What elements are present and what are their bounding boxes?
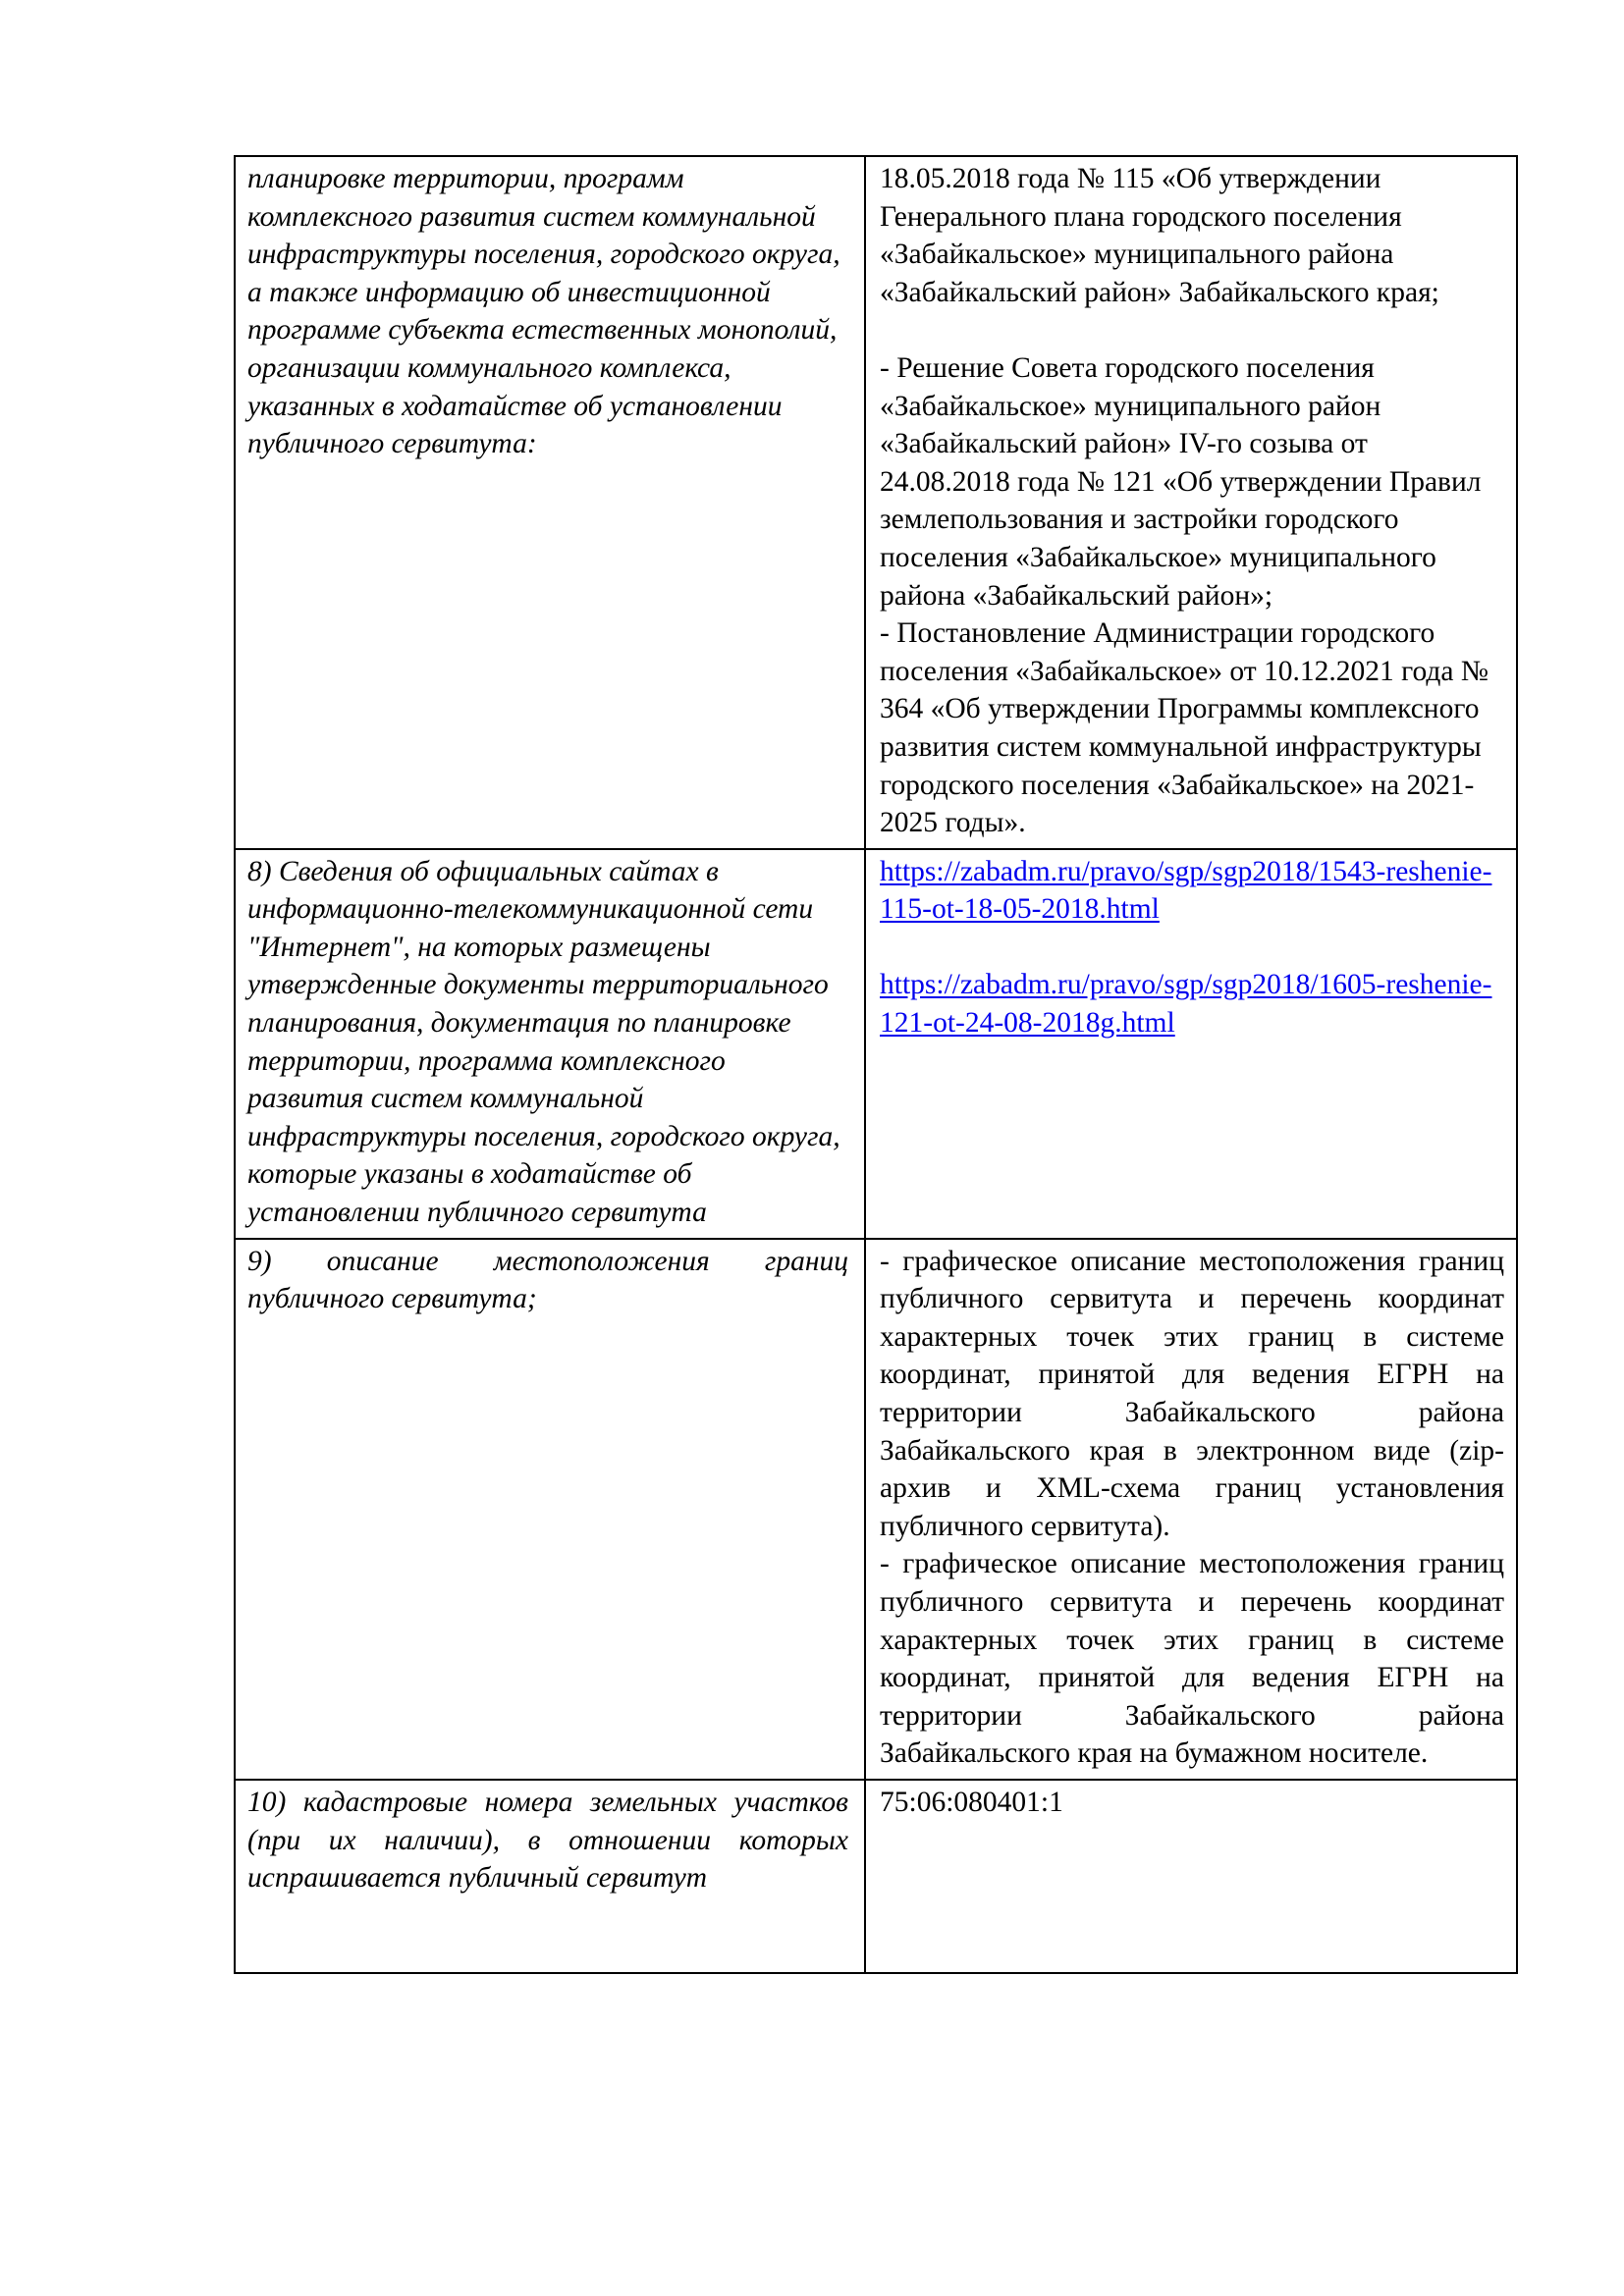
land-use-rules-decision-text: - Решение Совета городского поселения «Забайкальское» муниципального район «Забайкальский район» IV-го созыва от 24.08.2018 года № 121 «Об утверждении Правил землепользования и застройки городского поселения «Забайкальское» муниципального района «Забайкальский район»; bbox=[880, 351, 1482, 612]
plan-documents-label: планировке территории, программ комплексного развития систем коммунальной инфраструктуры поселения, городского округа, а также информацию об инвестиционной программе субъекта естественных монополий, организации коммунального комплекса, указанных в ходатайстве об установлении публичного сервитута: bbox=[247, 163, 840, 460]
table-row-8-official-sites bbox=[235, 849, 1517, 1239]
table-row-10-cadastral-numbers bbox=[235, 1780, 1517, 1973]
land-use-rules-link[interactable]: https://zabadm.ru/pravo/sgp/sgp2018/1605-reshenie-121-ot-24-08-2018g.html bbox=[880, 969, 1492, 1040]
table-row-plan-documents bbox=[235, 156, 1517, 849]
communal-program-resolution-text: - Постановление Администрации городского поселения «Забайкальское» от 10.12.2021 года № 364 «Об утверждении Программы комплексного развития систем коммунальной инфраструктуры городского поселения «Забайкальское» на 2021-2025 годы». bbox=[880, 617, 1489, 839]
official-sites-label: 8) Сведения об официальных сайтах в информационно-телекоммуникационной сети "Интернет", на которых размещены утвержденные документы территориального планирования, документация по планировке территории, программа комплексного развития систем коммунальной инфраструктуры поселения, городского округа, которые указаны в ходатайстве об установлении публичного сервитута bbox=[247, 855, 840, 1229]
electronic-boundary-description-text: - графическое описание местоположения границ публичного сервитута и перечень координат характерных точек этих границ в системе координат, принятой для ведения ЕГРН на территории Забайкальского района Забайкальского края в электронном виде (zip-архив и XML-схема границ установления публичного сервитута). bbox=[880, 1245, 1504, 1542]
paragraph-spacer bbox=[880, 929, 1504, 967]
paper-boundary-description-text: - графическое описание местоположения границ публичного сервитута и перечень координат характерных точек этих границ в системе координат, принятой для ведения ЕГРН на территории Забайкальского района Забайкальского края на бумажном носителе. bbox=[880, 1548, 1504, 1770]
plan-documents-value-cell bbox=[865, 156, 1517, 849]
servitude-info-table bbox=[234, 155, 1518, 1974]
cadastral-numbers-label-cell bbox=[235, 1780, 865, 1973]
general-plan-decision-text: 18.05.2018 года № 115 «Об утверждении Генерального плана городского поселения «Забайкальское» муниципального района «Забайкальский район» Забайкальского края; bbox=[880, 163, 1439, 308]
official-sites-label-cell bbox=[235, 849, 865, 1239]
boundary-description-value-cell bbox=[865, 1239, 1517, 1780]
boundary-description-label: 9) описание местоположения границ публичного сервитута; bbox=[247, 1245, 848, 1315]
general-plan-link[interactable]: https://zabadm.ru/pravo/sgp/sgp2018/1543-reshenie-115-ot-18-05-2018.html bbox=[880, 855, 1492, 926]
boundary-description-label-cell bbox=[235, 1239, 865, 1780]
paragraph-spacer bbox=[880, 311, 1504, 349]
cadastral-number-value: 75:06:080401:1 bbox=[880, 1786, 1063, 1818]
plan-documents-label-cell bbox=[235, 156, 865, 849]
table-row-9-boundary-description bbox=[235, 1239, 1517, 1780]
cadastral-numbers-value-cell bbox=[865, 1780, 1517, 1973]
official-sites-value-cell bbox=[865, 849, 1517, 1239]
cadastral-numbers-label: 10) кадастровые номера земельных участков (при их наличии), в отношении которых испрашивается публичный сервитут bbox=[247, 1786, 848, 1895]
